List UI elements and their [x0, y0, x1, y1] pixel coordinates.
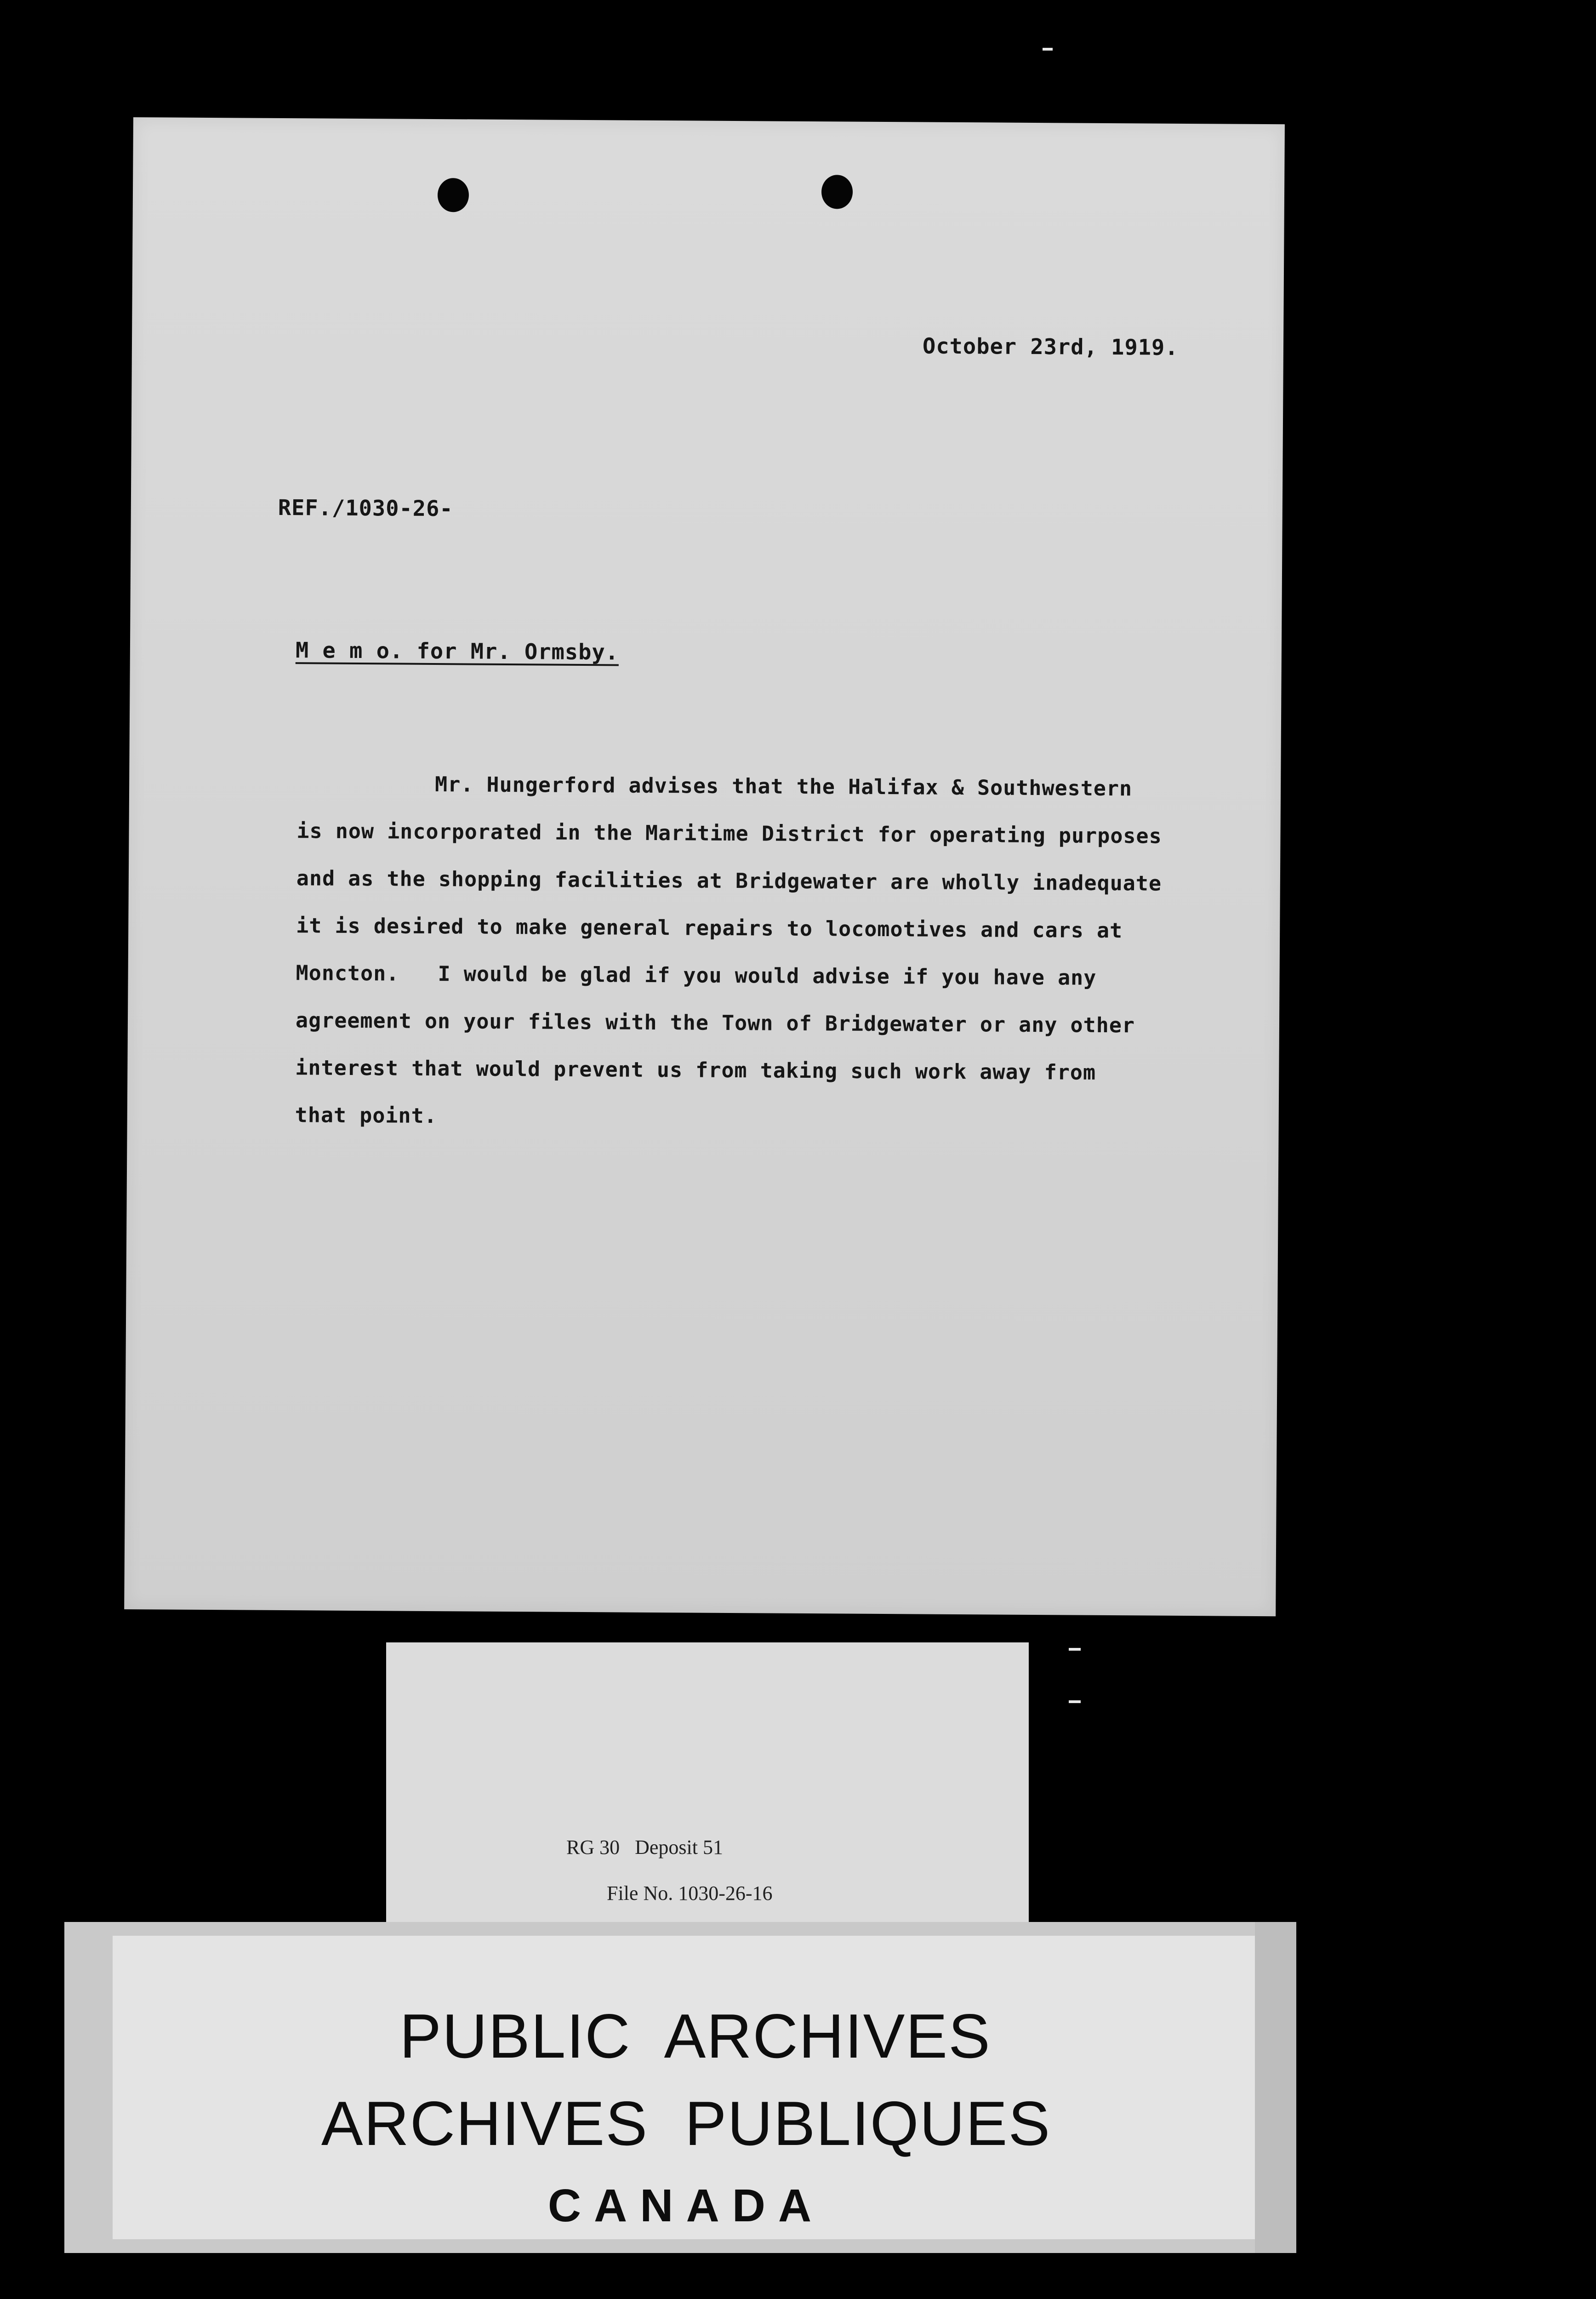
memo-reference: REF./1030-26-: [278, 495, 453, 522]
banner-edge: [1255, 1922, 1296, 2253]
memo-body-line: it is desired to make general repairs to locomotives and cars at: [296, 913, 1123, 943]
banner-line-english: PUBLIC ARCHIVES: [399, 2001, 991, 2071]
memo-body: [295, 760, 1271, 1144]
scan-speck: [1069, 1648, 1081, 1651]
memo-body-line: interest that would prevent us from taking such work away from: [295, 1055, 1096, 1085]
deposit-number: Deposit 51: [635, 1836, 724, 1859]
file-number: File No. 1030-26-16: [607, 1882, 773, 1904]
punch-hole-right: [821, 175, 853, 209]
memo-body-line: Mr. Hungerford advises that the Halifax & Southwestern: [434, 772, 1133, 801]
punch-hole-left: [438, 178, 469, 212]
memo-body-line: that point.: [295, 1103, 437, 1128]
banner-line-country: CANADA: [547, 2180, 825, 2231]
record-group-line: [566, 1836, 723, 1859]
memo-body-line: and as the shopping facilities at Bridgewater are wholly inadequate: [296, 866, 1162, 896]
banner-line-french: ARCHIVES PUBLIQUES: [321, 2088, 1051, 2158]
reference-slip: [386, 1642, 1029, 1960]
memo-body-line: Moncton. I would be glad if you would advise if you have any: [296, 961, 1097, 990]
archives-banner-label: [113, 1936, 1260, 2239]
typed-memo-page: [124, 117, 1285, 1616]
memo-addressee: M e m o. for Mr. Ormsby.: [295, 638, 619, 665]
scan-speck: [1069, 1700, 1081, 1703]
archives-banner: [64, 1922, 1296, 2253]
memo-body-line: agreement on your files with the Town of Bridgewater or any other: [295, 1008, 1135, 1038]
memo-body-line: is now incorporated in the Maritime District for operating purposes: [296, 818, 1162, 848]
record-group: RG 30: [566, 1836, 620, 1859]
memo-date: October 23rd, 1919.: [922, 333, 1179, 360]
scan-speck: [1043, 48, 1053, 51]
